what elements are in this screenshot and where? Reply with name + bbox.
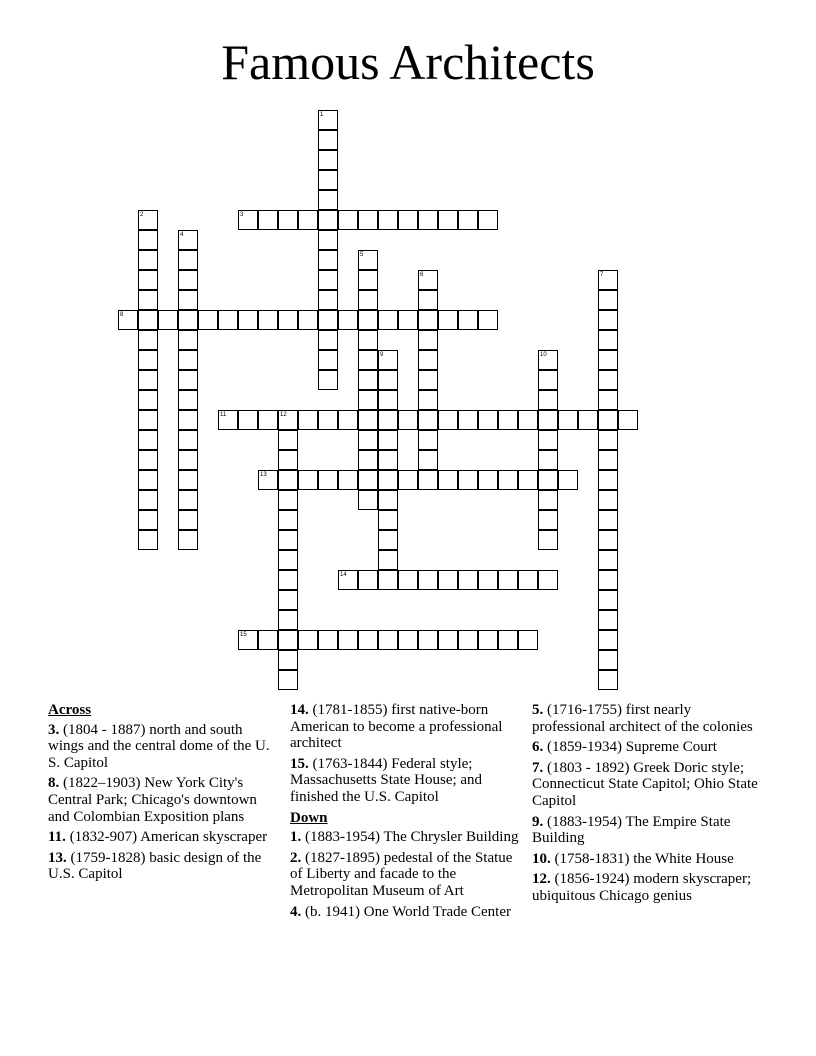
grid-cell[interactable]	[418, 390, 438, 410]
grid-cell[interactable]	[538, 470, 558, 490]
grid-cell[interactable]	[178, 490, 198, 510]
grid-cell[interactable]	[498, 470, 518, 490]
grid-cell[interactable]	[338, 630, 358, 650]
grid-cell[interactable]	[578, 410, 598, 430]
across-clue-14: 14. (1781-1855) first native-born American to become a professional architect	[290, 702, 503, 752]
grid-cell[interactable]	[558, 470, 578, 490]
grid-cell[interactable]	[358, 210, 378, 230]
grid-cell[interactable]	[538, 490, 558, 510]
grid-cell[interactable]	[178, 430, 198, 450]
grid-cell[interactable]	[198, 310, 218, 330]
grid-cell[interactable]	[358, 570, 378, 590]
grid-cell[interactable]	[518, 470, 538, 490]
grid-cell[interactable]	[358, 450, 378, 470]
grid-cell[interactable]	[518, 570, 538, 590]
clue-number: 10	[540, 352, 547, 358]
across-clue-3: 3. (1804 - 1887) north and south wings and the central dome of the U. S. Capitol	[48, 721, 270, 771]
grid-cell[interactable]	[418, 570, 438, 590]
grid-cell[interactable]	[538, 350, 558, 370]
grid-cell[interactable]	[258, 310, 278, 330]
grid-cell[interactable]	[318, 290, 338, 310]
grid-cell[interactable]	[598, 550, 618, 570]
grid-cell[interactable]	[238, 410, 258, 430]
grid-cell[interactable]	[138, 390, 158, 410]
grid-cell[interactable]	[598, 330, 618, 350]
grid-cell[interactable]	[418, 310, 438, 330]
grid-cell[interactable]	[278, 430, 298, 450]
grid-cell[interactable]	[178, 390, 198, 410]
grid-cell[interactable]	[378, 430, 398, 450]
grid-cell[interactable]	[278, 570, 298, 590]
grid-cell[interactable]	[138, 250, 158, 270]
grid-cell[interactable]	[598, 590, 618, 610]
grid-cell[interactable]	[278, 650, 298, 670]
grid-cell[interactable]	[358, 390, 378, 410]
grid-cell[interactable]	[178, 350, 198, 370]
grid-cell[interactable]	[138, 450, 158, 470]
grid-cell[interactable]	[438, 470, 458, 490]
grid-cell[interactable]	[258, 210, 278, 230]
grid-cell[interactable]	[598, 430, 618, 450]
grid-cell[interactable]	[258, 470, 278, 490]
grid-cell[interactable]	[278, 630, 298, 650]
grid-cell[interactable]	[318, 210, 338, 230]
grid-cell[interactable]	[378, 490, 398, 510]
clue-number: 6	[420, 272, 424, 278]
grid-cell[interactable]	[238, 310, 258, 330]
grid-cell[interactable]	[178, 270, 198, 290]
grid-cell[interactable]	[138, 230, 158, 250]
grid-cell[interactable]	[178, 330, 198, 350]
down-clue-9: 9. (1883-1954) The Empire State Building	[532, 813, 731, 847]
grid-cell[interactable]	[358, 350, 378, 370]
grid-cell[interactable]	[418, 630, 438, 650]
clue-number: 2	[140, 212, 144, 218]
clue-number: 14	[340, 572, 347, 578]
grid-cell[interactable]	[278, 590, 298, 610]
grid-cell[interactable]	[458, 630, 478, 650]
grid-cell[interactable]	[598, 490, 618, 510]
grid-cell[interactable]	[418, 410, 438, 430]
grid-cell[interactable]	[178, 310, 198, 330]
clue-number: 15	[240, 632, 247, 638]
clues-column-3	[532, 702, 764, 909]
grid-cell[interactable]	[378, 550, 398, 570]
grid-cell[interactable]	[238, 630, 258, 650]
grid-cell[interactable]	[358, 630, 378, 650]
grid-cell[interactable]	[458, 210, 478, 230]
grid-cell[interactable]	[358, 250, 378, 270]
grid-cell[interactable]	[278, 670, 298, 690]
grid-cell[interactable]	[378, 350, 398, 370]
grid-cell[interactable]	[298, 210, 318, 230]
grid-cell[interactable]	[318, 470, 338, 490]
grid-cell[interactable]	[538, 530, 558, 550]
grid-cell[interactable]	[318, 130, 338, 150]
grid-cell[interactable]	[318, 270, 338, 290]
grid-cell[interactable]	[378, 210, 398, 230]
grid-cell[interactable]	[598, 310, 618, 330]
grid-cell[interactable]	[538, 370, 558, 390]
grid-cell[interactable]	[138, 350, 158, 370]
grid-cell[interactable]	[298, 470, 318, 490]
grid-cell[interactable]	[418, 370, 438, 390]
grid-cell[interactable]	[598, 410, 618, 430]
across-clue-11: 11. (1832-907) American skyscraper	[48, 829, 268, 846]
grid-cell[interactable]	[278, 510, 298, 530]
grid-cell[interactable]	[278, 530, 298, 550]
grid-cell[interactable]	[458, 410, 478, 430]
grid-cell[interactable]	[438, 310, 458, 330]
grid-cell[interactable]	[318, 410, 338, 430]
grid-cell[interactable]	[538, 390, 558, 410]
grid-cell[interactable]	[598, 390, 618, 410]
grid-cell[interactable]	[178, 410, 198, 430]
grid-cell[interactable]	[438, 570, 458, 590]
down-clue-4: 4. (b. 1941) One World Trade Center	[290, 903, 511, 920]
down-clue-12: 12. (1856-1924) modern skyscraper; ubiquitous Chicago genius	[532, 871, 752, 904]
down-clue-2: 2. (1827-1895) pedestal of the Statue of Liberty and facade to the Metropolitan Museum of Art	[290, 849, 513, 899]
grid-cell[interactable]	[358, 270, 378, 290]
grid-cell[interactable]	[298, 410, 318, 430]
grid-cell[interactable]	[418, 470, 438, 490]
grid-cell[interactable]	[418, 450, 438, 470]
grid-cell[interactable]	[138, 210, 158, 230]
grid-cell[interactable]	[218, 310, 238, 330]
clue-number: 12	[280, 412, 287, 418]
grid-cell[interactable]	[358, 330, 378, 350]
grid-cell[interactable]	[318, 190, 338, 210]
grid-cell[interactable]	[538, 570, 558, 590]
page-title: Famous Architects	[221, 34, 595, 90]
across-clue-13: 13. (1759-1828) basic design of the U.S. Capitol	[48, 849, 262, 883]
grid-cell[interactable]	[138, 370, 158, 390]
grid-cell[interactable]	[378, 510, 398, 530]
grid-cell[interactable]	[438, 210, 458, 230]
clue-number: 13	[260, 472, 267, 478]
clue-number: 11	[220, 412, 227, 418]
grid-cell[interactable]	[538, 510, 558, 530]
grid-cell[interactable]	[358, 430, 378, 450]
grid-cell[interactable]	[598, 450, 618, 470]
grid-cell[interactable]	[178, 450, 198, 470]
grid-cell[interactable]	[538, 410, 558, 430]
grid-cell[interactable]	[358, 470, 378, 490]
grid-cell[interactable]	[138, 430, 158, 450]
grid-cell[interactable]	[358, 310, 378, 330]
grid-cell[interactable]	[598, 350, 618, 370]
grid-cell[interactable]	[318, 170, 338, 190]
grid-cell[interactable]	[598, 370, 618, 390]
down-clue-5: 5. (1716-1755) first nearly professional architect of the colonies	[532, 702, 753, 735]
grid-cell[interactable]	[458, 470, 478, 490]
grid-cell[interactable]	[338, 210, 358, 230]
grid-cell[interactable]	[118, 310, 138, 330]
grid-cell[interactable]	[598, 570, 618, 590]
grid-cell[interactable]	[378, 470, 398, 490]
clues-column-1	[48, 702, 280, 887]
grid-cell[interactable]	[478, 410, 498, 430]
clue-number: 7	[600, 272, 604, 278]
grid-cell[interactable]	[318, 350, 338, 370]
grid-cell[interactable]	[358, 410, 378, 430]
grid-cell[interactable]	[518, 630, 538, 650]
grid-cell[interactable]	[278, 470, 298, 490]
clue-number: 1	[320, 112, 324, 118]
down-clue-6: 6. (1859-1934) Supreme Court	[532, 739, 717, 756]
grid-cell[interactable]	[318, 250, 338, 270]
grid-cell[interactable]	[138, 490, 158, 510]
grid-cell[interactable]	[178, 290, 198, 310]
grid-cell[interactable]	[418, 210, 438, 230]
grid-cell[interactable]	[378, 630, 398, 650]
grid-cell[interactable]	[398, 470, 418, 490]
grid-cell[interactable]	[178, 230, 198, 250]
grid-cell[interactable]	[378, 390, 398, 410]
grid-cell[interactable]	[378, 410, 398, 430]
grid-cell[interactable]	[398, 630, 418, 650]
grid-cell[interactable]	[598, 650, 618, 670]
grid-cell[interactable]	[338, 410, 358, 430]
grid-cell[interactable]	[378, 530, 398, 550]
grid-cell[interactable]	[558, 410, 578, 430]
across-heading: Across	[48, 702, 92, 718]
grid-cell[interactable]	[478, 570, 498, 590]
grid-cell[interactable]	[178, 250, 198, 270]
clues-column-2	[290, 702, 522, 924]
grid-cell[interactable]	[538, 430, 558, 450]
grid-cell[interactable]	[598, 510, 618, 530]
grid-cell[interactable]	[478, 470, 498, 490]
grid-cell[interactable]	[398, 210, 418, 230]
grid-cell[interactable]	[278, 410, 298, 430]
down-clue-1: 1. (1883-1954) The Chrysler Building	[290, 829, 519, 846]
grid-cell[interactable]	[278, 310, 298, 330]
grid-cell[interactable]	[138, 530, 158, 550]
grid-cell[interactable]	[138, 410, 158, 430]
grid-cell[interactable]	[318, 110, 338, 130]
grid-cell[interactable]	[598, 670, 618, 690]
down-clue-10: 10. (1758-1831) the White House	[532, 850, 734, 867]
down-clue-7: 7. (1803 - 1892) Greek Doric style; Connecticut State Capitol; Ohio State Capitol	[532, 759, 758, 809]
grid-cell[interactable]	[278, 210, 298, 230]
grid-cell[interactable]	[598, 610, 618, 630]
grid-cell[interactable]	[178, 510, 198, 530]
grid-cell[interactable]	[318, 370, 338, 390]
grid-cell[interactable]	[338, 470, 358, 490]
grid-cell[interactable]	[498, 630, 518, 650]
grid-cell[interactable]	[358, 490, 378, 510]
grid-cell[interactable]	[418, 270, 438, 290]
grid-cell[interactable]	[338, 310, 358, 330]
grid-cell[interactable]	[398, 410, 418, 430]
grid-cell[interactable]	[398, 570, 418, 590]
grid-cell[interactable]	[378, 310, 398, 330]
grid-cell[interactable]	[418, 430, 438, 450]
grid-cell[interactable]	[438, 410, 458, 430]
across-clue-15: 15. (1763-1844) Federal style; Massachusetts State House; and finished the U.S. Capitol	[290, 755, 483, 805]
grid-cell[interactable]	[478, 630, 498, 650]
grid-cell[interactable]	[418, 330, 438, 350]
grid-cell[interactable]	[598, 290, 618, 310]
grid-cell[interactable]	[418, 290, 438, 310]
grid-cell[interactable]	[538, 450, 558, 470]
grid-cell[interactable]	[278, 610, 298, 630]
grid-cell[interactable]	[178, 530, 198, 550]
grid-cell[interactable]	[278, 450, 298, 470]
down-heading: Down	[290, 809, 328, 826]
grid-cell[interactable]	[318, 330, 338, 350]
grid-cell[interactable]	[158, 310, 178, 330]
grid-cell[interactable]	[458, 310, 478, 330]
clue-number: 8	[120, 312, 124, 318]
grid-cell[interactable]	[318, 630, 338, 650]
grid-cell[interactable]	[518, 410, 538, 430]
grid-cell[interactable]	[178, 370, 198, 390]
grid-cell[interactable]	[438, 630, 458, 650]
grid-cell[interactable]	[418, 350, 438, 370]
grid-cell[interactable]	[138, 330, 158, 350]
grid-cell[interactable]	[318, 230, 338, 250]
grid-cell[interactable]	[598, 630, 618, 650]
grid-cell[interactable]	[178, 470, 198, 490]
clue-number: 5	[360, 252, 364, 258]
grid-cell[interactable]	[138, 510, 158, 530]
grid-cell[interactable]	[278, 550, 298, 570]
grid-cell[interactable]	[238, 210, 258, 230]
grid-cell[interactable]	[138, 290, 158, 310]
clue-number: 3	[240, 212, 244, 218]
grid-cell[interactable]	[138, 270, 158, 290]
grid-cell[interactable]	[598, 530, 618, 550]
clue-number: 4	[180, 232, 184, 238]
grid-cell[interactable]	[338, 570, 358, 590]
grid-cell[interactable]	[298, 630, 318, 650]
grid-cell[interactable]	[458, 570, 478, 590]
clue-number: 9	[380, 352, 384, 358]
grid-cell[interactable]	[598, 470, 618, 490]
grid-cell[interactable]	[138, 310, 158, 330]
grid-cell[interactable]	[378, 570, 398, 590]
grid-cell[interactable]	[378, 370, 398, 390]
grid-cell[interactable]	[358, 290, 378, 310]
grid-cell[interactable]	[498, 570, 518, 590]
grid-cell[interactable]	[598, 270, 618, 290]
grid-cell[interactable]	[478, 310, 498, 330]
grid-cell[interactable]	[478, 210, 498, 230]
grid-cell[interactable]	[318, 310, 338, 330]
grid-cell[interactable]	[218, 410, 238, 430]
grid-cell[interactable]	[278, 490, 298, 510]
grid-cell[interactable]	[358, 370, 378, 390]
grid-cell[interactable]	[318, 150, 338, 170]
grid-cell[interactable]	[298, 310, 318, 330]
grid-cell[interactable]	[138, 470, 158, 490]
across-clue-8: 8. (1822–1903) New York City's Central Park; Chicago's downtown and Colombian Exposition plans	[48, 775, 257, 825]
grid-cell[interactable]	[258, 630, 278, 650]
grid-cell[interactable]	[398, 310, 418, 330]
grid-cell[interactable]	[618, 410, 638, 430]
grid-cell[interactable]	[378, 450, 398, 470]
grid-cell[interactable]	[258, 410, 278, 430]
grid-cell[interactable]	[498, 410, 518, 430]
